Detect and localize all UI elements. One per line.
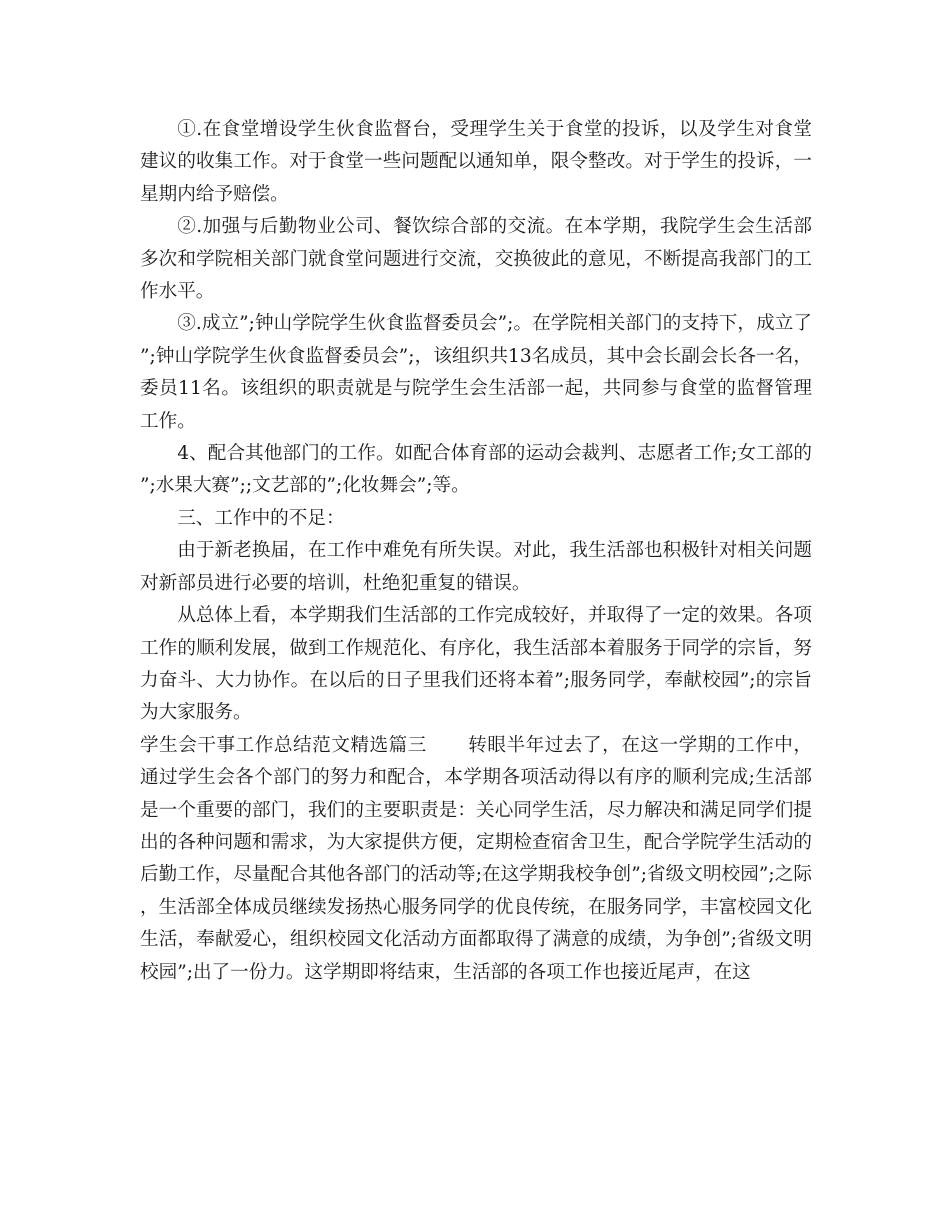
paragraph-shortcomings: 由于新老换届，在工作中难免有所失误。对此，我生活部也积极针对相关问题对新部员进行必要的培训，杜绝犯重复的错误。	[140, 540, 812, 594]
paragraph-cooperate-departments: 4、配合其他部门的工作。如配合体育部的运动会裁判、志愿者工作;女工部的”;水果大赛”;;文艺部的”;化妆舞会”;等。	[140, 443, 812, 497]
paragraph-summary: 从总体上看，本学期我们生活部的工作完成较好，并取得了一定的效果。各项工作的顺利发展，做到工作规范化、有序化，我生活部本着服务于同学的宗旨，努力奋斗、大力协作。在以后的日子里我们还将本着”;服务同学，奉献校园”;的宗旨为大家服务。	[140, 605, 812, 724]
document-page	[140, 114, 812, 989]
paragraph-committee-founding: ③.成立”;钟山学院学生伙食监督委员会”;。在学院相关部门的支持下，成立了”;钟山学院学生伙食监督委员会”;，该组织共13名成员，其中会长副会长各一名，委员11名。该组织的职责就是与院学生会生活部一起，共同参与食堂的监督管理工作。	[140, 313, 812, 432]
paragraph-section-three	[140, 730, 812, 989]
section-body: 转眼半年过去了，在这一学期的工作中，通过学生会各个部门的努力和配合，本学期各项活动得以有序的顺利完成;生活部是一个重要的部门，我们的主要职责是：关心同学生活，尽力解决和满足同学们提出的各种问题和需求，为大家提供方便，定期检查宿舍卫生，配合学院学生活动的后勤工作，尽量配合其他各部门的活动等;在这学期我校争创”;省级文明校园”;之际，生活部全体成员继续发扬热心服务同学的优良传统，在服务同学，丰富校园文化生活，奉献爱心，组织校园文化活动方面都取得了满意的成绩，为争创”;省级文明校园”;出了一份力。这学期即将结束，生活部的各项工作也接近尾声，在这	[140, 734, 812, 983]
paragraph-logistics-exchange: ②.加强与后勤物业公司、餐饮综合部的交流。在本学期，我院学生会生活部多次和学院相关部门就食堂问题进行交流，交换彼此的意见，不断提高我部门的工作水平。	[140, 216, 812, 303]
paragraph-canteen-supervision: ①.在食堂增设学生伙食监督台，受理学生关于食堂的投诉，以及学生对食堂建议的收集工作。对于食堂一些问题配以通知单，限令整改。对于学生的投诉，一星期内给予赔偿。	[140, 119, 812, 205]
heading-shortcomings: 三、工作中的不足：	[177, 507, 345, 529]
section-title: 学生会干事工作总结范文精选篇三	[140, 734, 427, 756]
